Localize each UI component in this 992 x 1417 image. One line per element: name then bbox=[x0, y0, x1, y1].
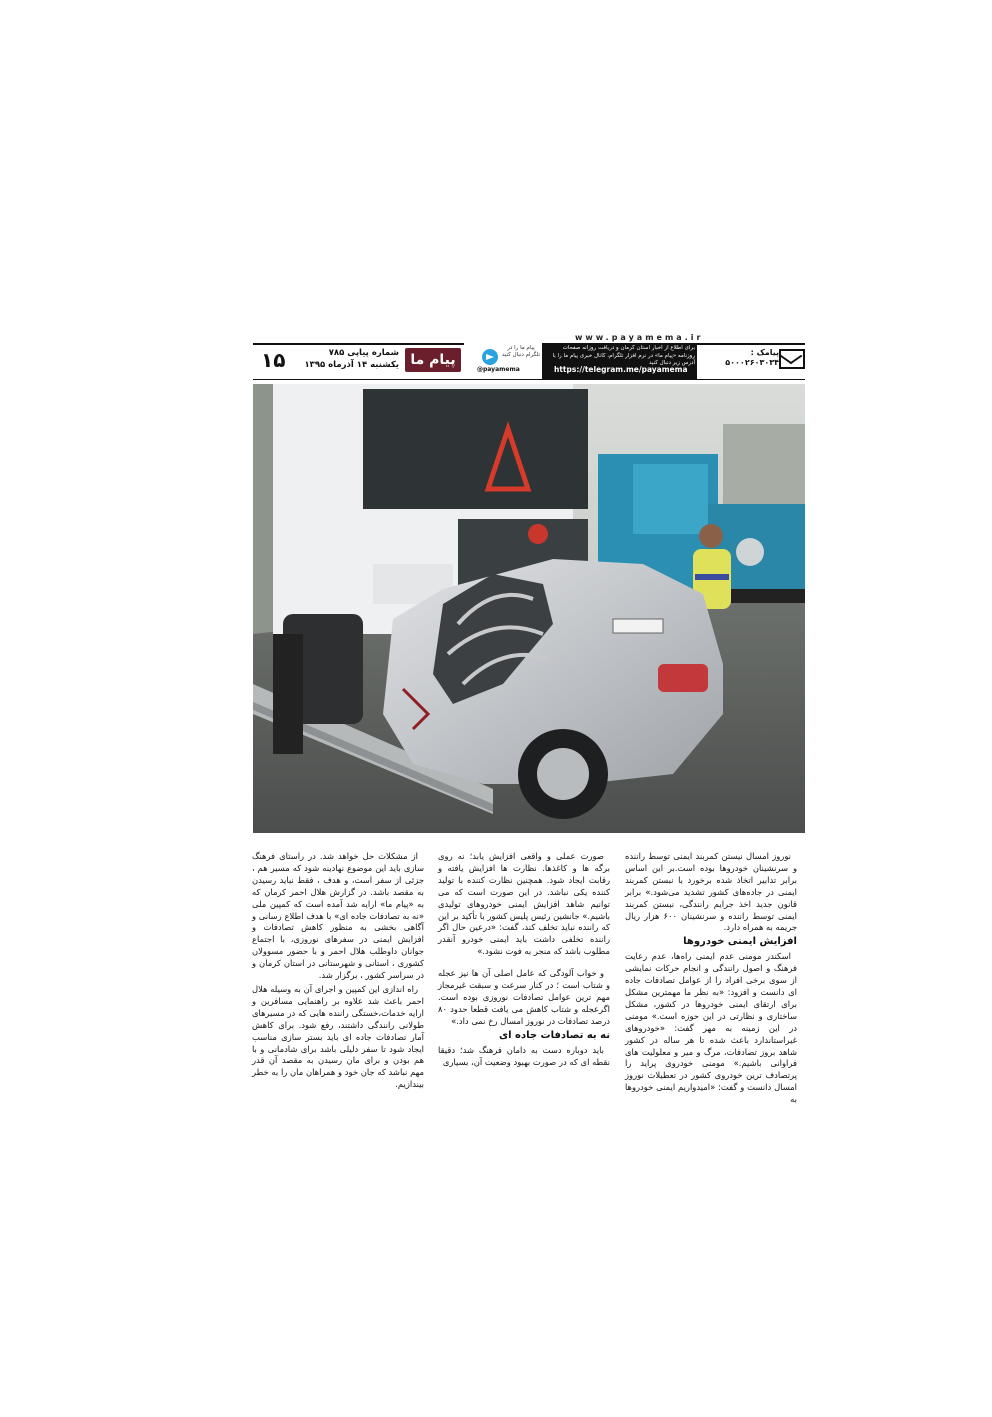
subheading-vehicle-safety: افزایش ایمنی خودروها bbox=[683, 936, 797, 948]
accident-photo-illustration bbox=[253, 384, 805, 833]
paragraph: صورت عملی و واقعی افزایش یابد؛ نه روی برگه ها و کاغذها. نظارت ها افزایش یافته و رقابت ایجاد شود. همچنین نظارت کننده با تولید کننده یکی نباشد. در این صورت است که می توانیم شاهد افزایش ایمنی خودروهای تولیدی باشیم.» جانشین رئیس پلیس کشور با تأکید بر این که راننده نباید تخلف کند، گفت: «درعین حال اگر راننده تخلفی داشت باید ایمنی خودرو آنقدر مطلوب باشد که منجر به فوت نشود.» bbox=[438, 851, 610, 957]
article-column-1 bbox=[625, 851, 797, 1108]
paragraph: نوروز امسال نیستن کمربند ایمنی توسط راننده و سرنشینان خودروها بوده است.بر این اساس برابر تدابیر اتخاذ شده برخورد با نبستن کمربند ایمنی در جاده‌های کشور تشدید می‌شود.» برابر قانون جدید اخذ جرایم رانندگی، نبستن کمربند ایمنی توسط راننده و سرنشینان ۶۰۰ هزار ریال جریمه به همراه دارد. bbox=[625, 851, 798, 933]
telegram-link[interactable]: https://telegram.me/payamema bbox=[554, 365, 688, 374]
issue-info bbox=[299, 347, 399, 371]
telegram-icon bbox=[482, 349, 498, 365]
sms-number: ۵۰۰۰۲۶۰۳۰۳۴ bbox=[725, 358, 779, 367]
issue-number: شماره پیاپی ۷۸۵ bbox=[328, 348, 399, 358]
telegram-follow-text: پیام ما را در تلگرام دنبال کنید bbox=[502, 345, 540, 358]
accident-photo bbox=[253, 384, 805, 833]
paragraph: و خواب آلودگی که عامل اصلی آن ها نیز عجله و شتاب است ؛ در کنار سرعت و سبقت غیرمجاز مهم ترین عوامل تصادفات نوروزی بوده است. اگرعجله و شتاب کاهش می یافت قطعا حدود ۸۰ درصد تصادفات در نوروز امسال رخ نمی داد.» bbox=[438, 968, 610, 1026]
website-url[interactable]: www.payamema.ir bbox=[575, 333, 704, 342]
paragraph: از مشکلات حل خواهد شد. در راستای فرهنگ سازی باید این موضوع نهادینه شود که مسیر هم ، جزئی از سفر است، و هدف ، فقط نباید رسیدن به مقصد باشد. در گزارش هلال احمر کرمان که به «پیام ما» ارایه شد آمده است که کمپین ملی «نه به تصادفات جاده ای» با هدف اطلاع رسانی و آگاهی بخشی به منظور کاهش تصادفات و افزایش ایمنی در سفرهای نوروزی، با اجتماع جوانان داوطلب هلال احمر و با حضور مسوولان کشوری ، استانی و شهرستانی در استان کرمان و در سراسر کشور ، برگزار شد. bbox=[252, 851, 424, 981]
article-column-2 bbox=[438, 851, 610, 1070]
telegram-handle[interactable]: @payamema bbox=[477, 366, 520, 373]
telegram-promo bbox=[464, 343, 542, 379]
telegram-blurb: برای اطلاع از اخبار استان کرمان و دریافت روزانه صفحات روزنامه «پیام ما» در نرم افزار تلگرام، کانال خبری پیام ما را با آدرس زیر دنبال کنید bbox=[552, 345, 695, 366]
paragraph: راه اندازی این کمپین و اجرای آن به وسیله هلال احمر باعث شد علاوه بر راهنمایی مسافرین و ارایه خدمات،خستگی راننده هایی که در مسیرهای طولانی رانندگی داشتند، رفع شود. برای کاهش آمار تصادفات جاده ای باید بستر سازی مناسب ایجاد شود تا سفر دلیلی باشد برای شادمانی و با هم بودن و برای مان رسیدن به مقصد آن قدر مهم نباشد که جان خود و همراهان مان را به خطر بیندازیم. bbox=[252, 983, 424, 1090]
paragraph: باید دوباره دست به دامان فرهنگ شد؛ دقیقا نقطه ای که در صورت بهبود وضعیت آن، بسیاری bbox=[438, 1044, 610, 1067]
page-header bbox=[253, 343, 805, 380]
paragraph: اسکندر مومنی عدم ایمنی راه‌ها، عدم رعایت فرهنگ و اصول رانندگی و انجام حرکات نمایشی از سوی برخی افراد را از عوامل تصادفات جاده ای دانست و افزود: «به نظر ما مهمترین مشکل برای ارتقای ایمنی خودروها در کشور، مشکل ساختاری و نظارتی در این حوزه است.» مومنی در این زمینه به مهر گفت: «خودروهای غیراستاندارد باعث شده تا هر ساله در کشور شاهد بروز تصادفات، مرگ و میر و معلولیت های فراوانی باشیم.» مومنی خودروی پراید را پرتصادف ترین خودروی کشور در تعطیلات نوروز امسال دانست و گفت: «امیدواریم ایمنی خودروها به bbox=[625, 951, 797, 1105]
envelope-icon bbox=[779, 349, 805, 369]
article-column-3 bbox=[252, 851, 424, 1093]
sms-info bbox=[707, 348, 779, 368]
sms-label: پیامک : bbox=[750, 348, 779, 357]
issue-date: یکشنبه ۱۴ آذرماه ۱۳۹۵ bbox=[304, 360, 399, 370]
newspaper-logo: پیام ما bbox=[405, 348, 461, 372]
page-number: ۱۵ bbox=[261, 348, 286, 372]
subheading-no-road-accidents: نه به تصادفات جاده ای bbox=[498, 1029, 610, 1041]
telegram-banner bbox=[542, 343, 697, 379]
